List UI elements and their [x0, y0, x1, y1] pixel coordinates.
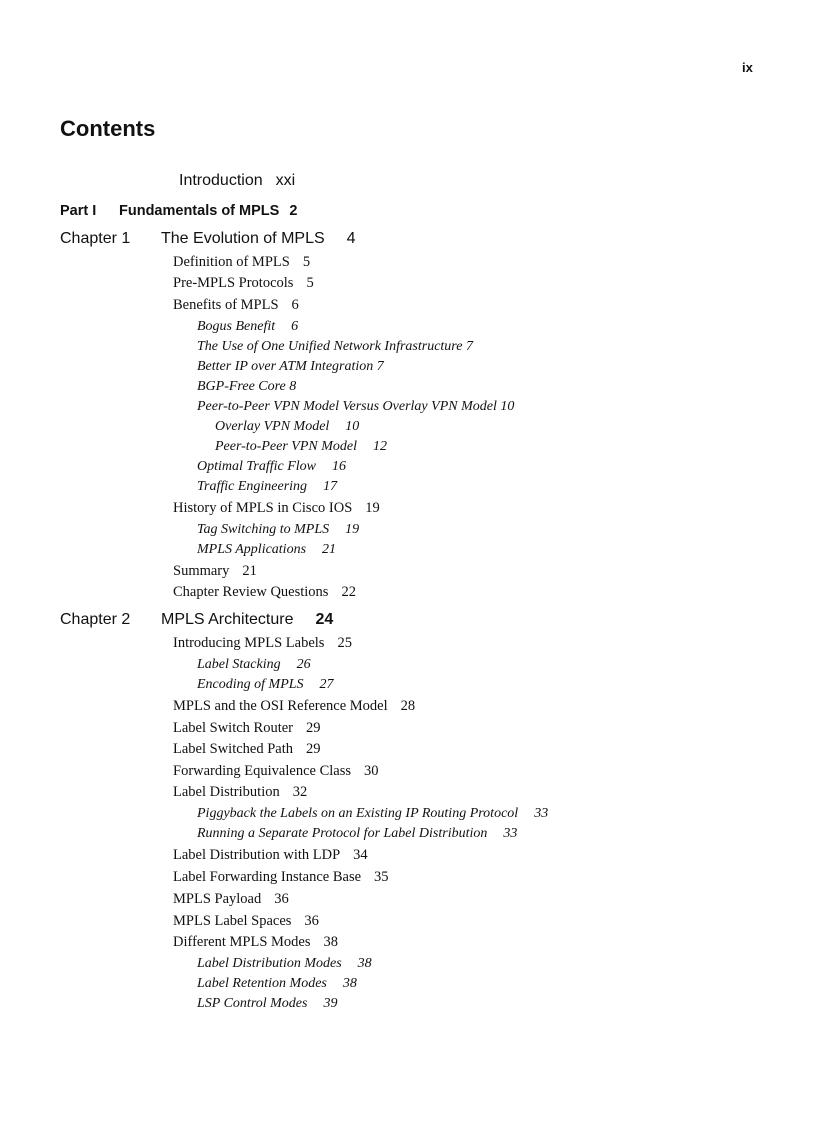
toc-introduction[interactable] [179, 172, 295, 190]
entry-page: 19 [365, 500, 380, 516]
entry-title: Peer-to-Peer VPN Model [215, 439, 357, 454]
entry-title: Definition of MPLS [173, 254, 290, 270]
entry-page: 5 [306, 275, 314, 291]
toc-chapter-1[interactable] [60, 230, 356, 248]
entry-page: 35 [374, 869, 389, 885]
entry-page: 8 [289, 379, 297, 394]
entry-title: Label Retention Modes [197, 976, 327, 991]
entry-title: MPLS Payload [173, 891, 262, 907]
entry-page: 33 [534, 806, 549, 821]
part-label: Part I [60, 203, 97, 219]
entry-page: 17 [323, 479, 338, 494]
chapter-page: 24 [315, 611, 334, 628]
toc-subentry[interactable] [197, 339, 473, 355]
entry-page: 38 [342, 976, 357, 991]
toc-entry[interactable] [173, 869, 389, 886]
toc-entry[interactable] [173, 934, 338, 951]
entry-page: xxi [275, 172, 296, 189]
chapter-label: Chapter 2 [60, 611, 131, 628]
entry-title: Encoding of MPLS [197, 677, 304, 692]
entry-page: 16 [332, 459, 347, 474]
entry-title: Chapter Review Questions [173, 584, 329, 600]
entry-page: 34 [353, 847, 368, 863]
toc-entry[interactable] [173, 847, 368, 864]
chapter-title: MPLS Architecture [161, 611, 294, 628]
part-title: Fundamentals of MPLS [119, 203, 280, 219]
toc-subsubentry[interactable] [215, 439, 387, 455]
entry-page: 21 [322, 542, 337, 557]
entry-page: 38 [323, 934, 338, 950]
toc-subentry[interactable] [197, 522, 359, 538]
toc-subentry[interactable] [197, 826, 517, 842]
toc-subentry[interactable] [197, 542, 336, 558]
toc-subentry[interactable] [197, 677, 334, 693]
entry-page: 29 [306, 720, 321, 736]
entry-page: 12 [373, 439, 387, 454]
entry-page: 7 [376, 359, 384, 374]
entry-page: 26 [296, 657, 311, 672]
entry-title: Traffic Engineering [197, 479, 308, 494]
entry-page: 6 [291, 297, 299, 313]
entry-title: Optimal Traffic Flow [197, 459, 317, 474]
entry-title: Running a Separate Protocol for Label Distribution [197, 826, 488, 841]
toc-entry[interactable] [173, 698, 415, 715]
toc-entry[interactable] [173, 635, 352, 652]
entry-title: Forwarding Equivalence Class [173, 763, 351, 779]
toc-subentry[interactable] [197, 479, 337, 495]
entry-title: LSP Control Modes [197, 996, 308, 1011]
toc-entry[interactable] [173, 763, 379, 780]
contents-title: Contents [60, 116, 156, 141]
entry-page: 30 [364, 763, 379, 779]
toc-entry[interactable] [173, 254, 310, 271]
toc-entry[interactable] [173, 720, 321, 737]
entry-title: BGP-Free Core [197, 379, 286, 394]
entry-page: 33 [503, 826, 518, 841]
entry-page: 10 [500, 399, 515, 414]
toc-subentry[interactable] [197, 657, 311, 673]
entry-page: 38 [357, 956, 372, 971]
toc-chapter-2[interactable] [60, 611, 333, 629]
entry-title: Label Distribution [173, 784, 280, 800]
toc-subentry[interactable] [197, 459, 346, 475]
entry-title: Better IP over ATM Integration [197, 359, 374, 374]
toc-subentry[interactable] [197, 359, 384, 375]
entry-title: MPLS Applications [197, 542, 307, 557]
entry-title: Introduction [179, 172, 263, 189]
entry-title: Label Forwarding Instance Base [173, 869, 362, 885]
entry-page: 27 [319, 677, 334, 692]
entry-title: Peer-to-Peer VPN Model Versus Overlay VPN Model [197, 399, 497, 414]
entry-page: 36 [274, 891, 289, 907]
toc-entry[interactable] [173, 275, 314, 292]
toc-subentry[interactable] [197, 379, 296, 395]
entry-page: 21 [242, 563, 257, 579]
toc-entry[interactable] [173, 500, 380, 517]
entry-page: 10 [345, 419, 360, 434]
entry-title: MPLS Label Spaces [173, 913, 292, 929]
toc-subentry[interactable] [197, 976, 357, 992]
entry-page: 29 [306, 741, 321, 757]
entry-title: Summary [173, 563, 230, 579]
entry-title: Label Distribution with LDP [173, 847, 341, 863]
toc-entry[interactable] [173, 563, 257, 580]
entry-title: Label Switched Path [173, 741, 294, 757]
toc-subentry[interactable] [197, 399, 514, 415]
toc-entry[interactable] [173, 913, 319, 930]
entry-title: Piggyback the Labels on an Existing IP Routing Protocol [197, 806, 519, 821]
entry-title: Bogus Benefit [197, 319, 276, 334]
chapter-title: The Evolution of MPLS [161, 230, 325, 247]
toc-subentry[interactable] [197, 956, 372, 972]
entry-title: Label Switch Router [173, 720, 294, 736]
entry-page: 28 [400, 698, 416, 714]
toc-part-1[interactable] [60, 203, 297, 219]
entry-page: 22 [341, 584, 356, 600]
part-page: 2 [289, 203, 298, 219]
toc-entry[interactable] [173, 584, 356, 601]
entry-title: MPLS and the OSI Reference Model [173, 698, 388, 714]
chapter-label: Chapter 1 [60, 230, 131, 247]
entry-page: 5 [302, 254, 311, 270]
toc-subentry[interactable] [197, 319, 298, 335]
toc-entry[interactable] [173, 891, 289, 908]
entry-title: Different MPLS Modes [173, 934, 311, 950]
chapter-page: 4 [346, 230, 356, 247]
entry-title: The Use of One Unified Network Infrastructure [197, 339, 463, 354]
entry-title: Benefits of MPLS [173, 297, 279, 313]
toc-subentry[interactable] [197, 996, 337, 1012]
toc-entry[interactable] [173, 297, 299, 314]
entry-page: 19 [345, 522, 360, 537]
entry-title: Overlay VPN Model [215, 419, 330, 434]
entry-page: 36 [304, 913, 319, 929]
toc-entry[interactable] [173, 784, 307, 801]
entry-page: 39 [323, 996, 338, 1011]
entry-title: Label Stacking [197, 657, 281, 672]
entry-page: 32 [292, 784, 308, 800]
toc-subsubentry[interactable] [215, 419, 359, 435]
page-number: ix [742, 60, 753, 75]
entry-page: 6 [291, 319, 299, 334]
entry-page: 7 [465, 339, 473, 354]
entry-title: Label Distribution Modes [197, 956, 342, 971]
toc-subentry[interactable] [197, 806, 548, 822]
entry-title: Introducing MPLS Labels [173, 635, 325, 651]
entry-title: History of MPLS in Cisco IOS [173, 500, 353, 516]
toc-entry[interactable] [173, 741, 321, 758]
entry-title: Pre-MPLS Protocols [173, 275, 294, 291]
entry-page: 25 [337, 635, 352, 651]
entry-title: Tag Switching to MPLS [197, 522, 330, 537]
